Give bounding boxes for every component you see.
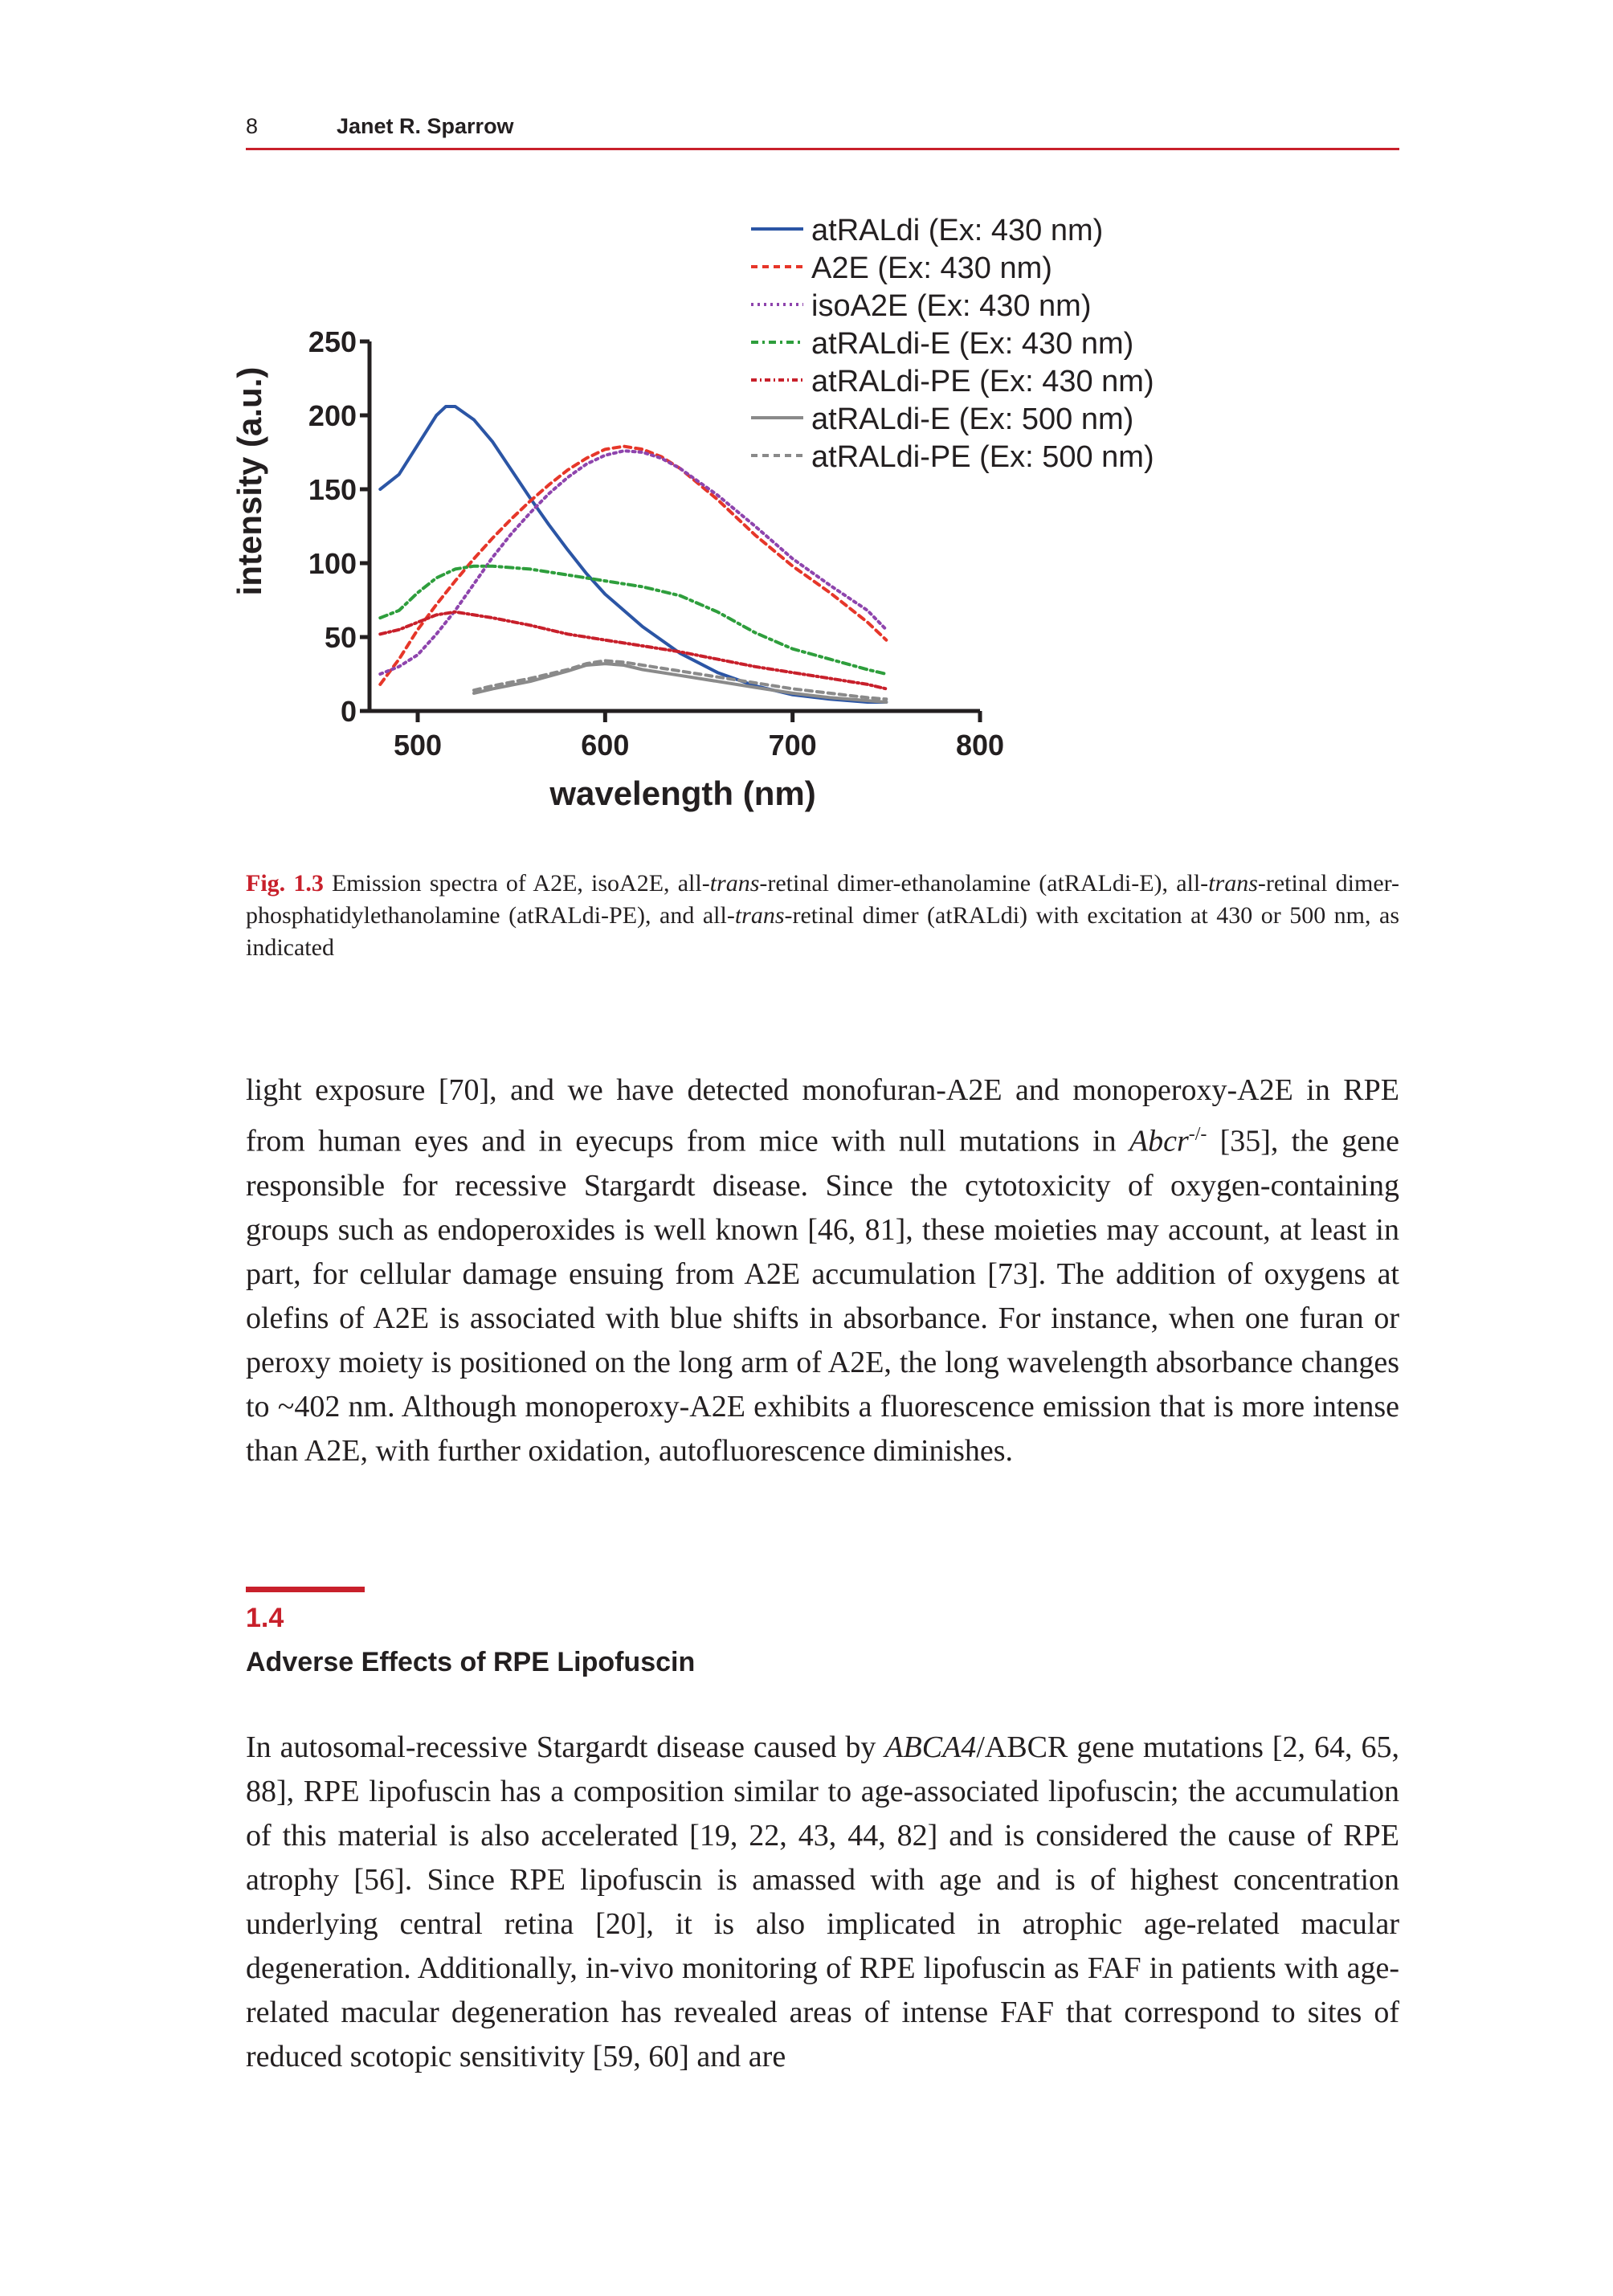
section-rule — [246, 1587, 365, 1592]
caption-italic: trans — [734, 902, 785, 929]
series-line-5 — [380, 612, 886, 689]
y-axis-label: intensity (a.u.) — [231, 366, 268, 596]
x-tick-label: 700 — [768, 729, 817, 762]
caption-text: -retinal dimer-ethanolamine (atRALdi-E), all- — [759, 870, 1209, 897]
legend-label: atRALdi (Ex: 430 nm) — [811, 214, 1104, 247]
x-tick-label: 800 — [955, 729, 1005, 762]
y-tick-label: 200 — [308, 399, 357, 432]
gene-name: ABCA4 — [884, 1730, 977, 1764]
gene-name: Abcr — [1129, 1124, 1189, 1158]
caption-text: -retinal dimer-phosphatidylethanolamine (atRALdi-PE), and all- — [246, 870, 1400, 929]
paragraph-text: light exposure [70], and we have detected monofuran-A2E and monoperoxy-A2E in RPE from human eyes and in eyecups from mice with null mutations in — [246, 1073, 1399, 1158]
legend-label: atRALdi-E (Ex: 500 nm) — [811, 402, 1134, 436]
caption-text: -retinal dimer (atRALdi) with excitation at 430 or 500 nm, as indicated — [246, 902, 1399, 961]
legend-label: A2E (Ex: 430 nm) — [811, 251, 1052, 285]
section-title: Adverse Effects of RPE Lipofuscin — [246, 1647, 696, 1677]
paragraph-text: /ABCR gene mutations [2, 64, 65, 88], RPE lipofuscin has a composition similar to age-associated lipofuscin; the accumulation of this material is also accelerated [19, 22, 43, 44, 82] and is considered the cause of RPE atrophy [56]. Since RPE lipofuscin is amassed with age and is of highest concentration underlying central retina [20], it is also implicated in atrophic age-related macular degeneration. Additionally, in-vivo monitoring of RPE lipofuscin as FAF in patients with age-related macular degeneration has revealed areas of intense FAF that correspond to sites of reduced scotopic sensitivity [59, 60] and are — [246, 1730, 1399, 2073]
superscript: -/- — [1188, 1124, 1207, 1145]
caption-text: Emission spectra of A2E, isoA2E, all- — [331, 870, 710, 897]
figure-caption — [246, 868, 1399, 964]
legend-label: atRALdi-E (Ex: 430 nm) — [811, 327, 1134, 361]
series-line-6 — [474, 664, 886, 702]
x-tick-label: 500 — [393, 729, 443, 762]
caption-italic: trans — [1208, 870, 1258, 897]
series-line-2 — [380, 447, 886, 684]
x-tick-label: 600 — [581, 729, 630, 762]
emission-spectra-chart — [231, 197, 1225, 831]
series-line-3 — [380, 451, 886, 674]
y-tick-label: 50 — [324, 621, 357, 654]
running-head-author: Janet R. Sparrow — [337, 114, 514, 138]
y-tick-label: 0 — [340, 695, 357, 728]
x-axis-label: wavelength (nm) — [549, 774, 816, 812]
figure-label: Fig. 1.3 — [246, 870, 324, 897]
chart-plot-area — [380, 406, 886, 702]
caption-italic: trans — [709, 870, 760, 897]
page-number: 8 — [246, 114, 259, 138]
paragraph-text: [35], the gene responsible for recessive Stargardt disease. Since the cytotoxicity of oxygen-containing groups such as endoperoxides is well known [46, 81], these moieties may account, at least in part, for cellular damage ensuing from A2E accumulation [73]. The addition of oxygens at olefins of A2E is associated with blue shifts in absorbance. For instance, when one furan or peroxy moiety is positioned on the long arm of A2E, the long wavelength absorbance changes to ~402 nm. Although monoperoxy-A2E exhibits a fluorescence emission that is more intense than A2E, with further oxidation, autofluorescence diminishes. — [246, 1124, 1399, 1468]
y-tick-label: 100 — [308, 547, 357, 580]
y-tick-label: 250 — [308, 325, 357, 358]
body-paragraph-2 — [246, 1726, 1399, 2079]
legend-label: atRALdi-PE (Ex: 500 nm) — [811, 440, 1154, 474]
y-tick-label: 150 — [308, 473, 357, 506]
running-head — [246, 111, 1399, 150]
body-paragraph-1 — [246, 1068, 1399, 1473]
legend-label: isoA2E (Ex: 430 nm) — [811, 289, 1092, 323]
legend-label: atRALdi-PE (Ex: 430 nm) — [811, 365, 1154, 398]
section-number: 1.4 — [246, 1603, 284, 1633]
paragraph-text: In autosomal-recessive Stargardt disease caused by — [246, 1730, 885, 1764]
chart-legend — [751, 214, 1154, 474]
